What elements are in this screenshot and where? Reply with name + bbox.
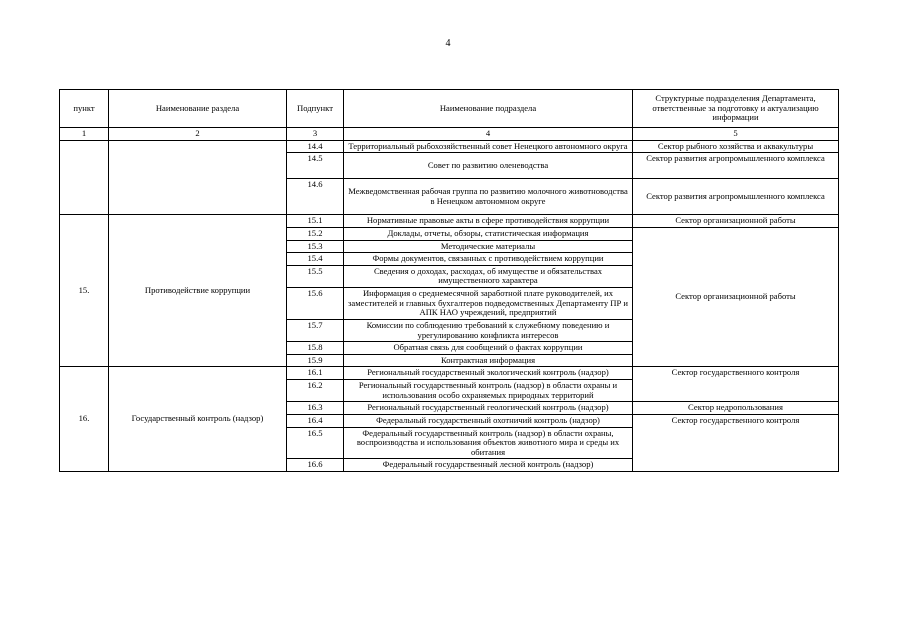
subpunkt-number: 15.4: [287, 253, 344, 266]
table-row: [60, 215, 839, 228]
subsection-name: Совет по развитию оленеводства: [344, 153, 633, 179]
section-title: Государственный контроль (надзор): [109, 367, 287, 472]
responsible-unit: Сектор развития агропромышленного комплекса: [633, 179, 839, 215]
responsible-unit: Сектор государственного контроля: [633, 367, 839, 402]
column-number: 4: [344, 128, 633, 141]
subsection-name: Федеральный государственный контроль (надзор) в области охраны, воспроизводства и использования объектов животного мира и среды их обитания: [344, 427, 633, 459]
subpunkt-number: 15.7: [287, 319, 344, 341]
subsection-name: Формы документов, связанных с противодействием коррупции: [344, 253, 633, 266]
header-subsection-name: Наименование подраздела: [344, 90, 633, 128]
subsection-name: Территориальный рыбохозяйственный совет Ненецкого автономного округа: [344, 140, 633, 153]
subpunkt-number: 15.3: [287, 240, 344, 253]
responsible-unit: Сектор организационной работы: [633, 227, 839, 367]
responsible-unit: Сектор рыбного хозяйства и аквакультуры: [633, 140, 839, 153]
subpunkt-number: 14.6: [287, 179, 344, 215]
subsection-name: Обратная связь для сообщений о фактах коррупции: [344, 342, 633, 355]
column-number: 1: [60, 128, 109, 141]
subpunkt-number: 15.9: [287, 354, 344, 367]
subpunkt-number: 15.1: [287, 215, 344, 228]
subsection-name: Сведения о доходах, расходах, об имуществе и обязательствах имущественного характера: [344, 265, 633, 287]
responsible-unit: Сектор организационной работы: [633, 215, 839, 228]
subpunkt-number: 15.5: [287, 265, 344, 287]
subsection-name: Нормативные правовые акты в сфере противодействия коррупции: [344, 215, 633, 228]
subpunkt-number: 16.2: [287, 380, 344, 402]
header-subpunkt: Подпункт: [287, 90, 344, 128]
section-number: 16.: [60, 367, 109, 472]
responsible-unit: Сектор недропользования: [633, 402, 839, 415]
registry-table: [59, 89, 839, 472]
subpunkt-number: 16.3: [287, 402, 344, 415]
subsection-name: Контрактная информация: [344, 354, 633, 367]
subpunkt-number: 16.4: [287, 414, 344, 427]
responsible-unit: Сектор государственного контроля: [633, 414, 839, 471]
subsection-name: Региональный государственный контроль (надзор) в области охраны и использования особо охраняемых природных территорий: [344, 380, 633, 402]
section-number: 15.: [60, 215, 109, 367]
subpunkt-number: 15.6: [287, 288, 344, 320]
subsection-name: Комиссии по соблюдению требований к служебному поведению и урегулированию конфликта интересов: [344, 319, 633, 341]
section-14-punkt-cell: [60, 140, 109, 215]
subsection-name: Доклады, отчеты, обзоры, статистическая информация: [344, 227, 633, 240]
header-section-name: Наименование раздела: [109, 90, 287, 128]
header-responsible: Структурные подразделения Департамента, ответственные за подготовку и актуализацию информации: [633, 90, 839, 128]
subsection-name: Методические материалы: [344, 240, 633, 253]
table-row: [60, 367, 839, 380]
table-row: [60, 140, 839, 153]
subsection-name: Региональный государственный экологический контроль (надзор): [344, 367, 633, 380]
header-punkt: пункт: [60, 90, 109, 128]
section-title: Противодействие коррупции: [109, 215, 287, 367]
subsection-name: Региональный государственный геологический контроль (надзор): [344, 402, 633, 415]
subpunkt-number: 16.6: [287, 459, 344, 472]
page-number: 4: [445, 38, 451, 49]
column-numbers-row: [60, 128, 839, 141]
subsection-name: Межведомственная рабочая группа по развитию молочного животноводства в Ненецком автономном округе: [344, 179, 633, 215]
subsection-name: Федеральный государственный охотничий контроль (надзор): [344, 414, 633, 427]
column-number: 3: [287, 128, 344, 141]
subpunkt-number: 14.4: [287, 140, 344, 153]
column-number: 5: [633, 128, 839, 141]
column-number: 2: [109, 128, 287, 141]
subsection-name: Информация о среднемесячной заработной плате руководителей, их заместителей и главных бухгалтеров подведомственных Департаменту ПР и АПК НАО учреждений, предприятий: [344, 288, 633, 320]
subpunkt-number: 14.5: [287, 153, 344, 179]
responsible-unit: Сектор развития агропромышленного комплекса: [633, 153, 839, 179]
subpunkt-number: 16.1: [287, 367, 344, 380]
header-row: [60, 90, 839, 128]
subpunkt-number: 15.8: [287, 342, 344, 355]
subpunkt-number: 16.5: [287, 427, 344, 459]
subsection-name: Федеральный государственный лесной контроль (надзор): [344, 459, 633, 472]
section-14-title-cell: [109, 140, 287, 215]
subpunkt-number: 15.2: [287, 227, 344, 240]
